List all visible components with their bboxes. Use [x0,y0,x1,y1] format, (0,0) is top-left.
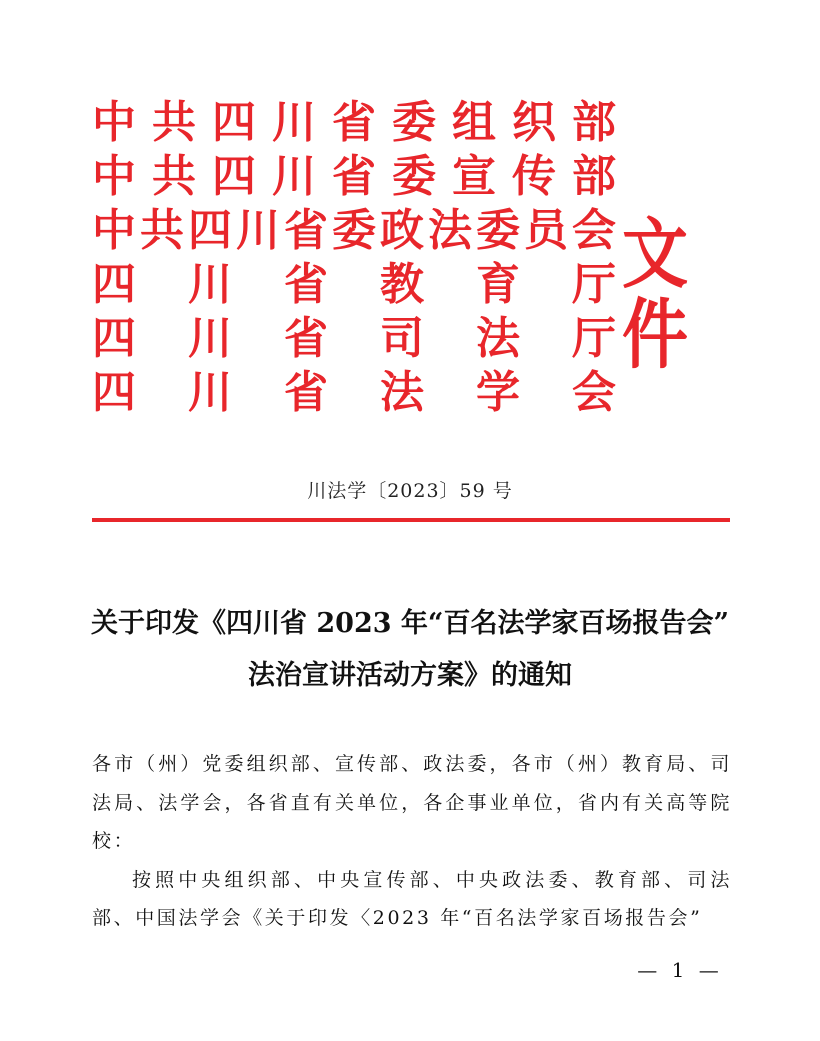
issuer-char: 部 [572,97,616,148]
issuer-char: 共 [140,205,184,256]
issuer-char: 宣 [452,151,496,202]
issuer-char: 法 [380,367,424,418]
issuer-char: 省 [332,151,376,202]
issuer-char: 中 [92,97,136,148]
issuer-char: 司 [380,313,424,364]
issuer-char: 四 [212,97,256,148]
issuer-line [92,96,616,150]
issuer-char: 四 [188,205,232,256]
document-mark: 文件 [622,209,686,380]
issuer-char: 委 [332,205,376,256]
issuer-row [92,96,616,150]
issuer-char: 法 [476,313,520,364]
red-divider [92,518,730,522]
recipients: 各市（州）党委组织部、宣传部、政法委，各市（州）教育局、司法局、法学会，各省直有关单位，各企事业单位，省内有关高等院校： [92,753,732,852]
issuer-char: 中 [92,205,136,256]
issuer-char: 织 [512,97,556,148]
issuer-char: 四 [92,313,136,364]
issuer-char: 省 [284,367,328,418]
issuer-line [92,258,616,312]
issuer-line [92,150,616,204]
issuer-row [92,258,616,312]
notice-title [60,598,760,702]
issuer-line [92,312,616,366]
issuer-char: 中 [92,151,136,202]
body-paragraph: 按照中央组织部、中央宣传部、中央政法委、教育部、司法部、中国法学会《关于印发〈2023 年“百名法学家百场报告会” [92,868,732,929]
issuer-char: 委 [392,151,436,202]
issuer-char: 法 [428,205,472,256]
issuer-char: 省 [332,97,376,148]
issuer-char: 会 [572,205,616,256]
issuer-line [92,366,616,420]
issuer-char: 组 [452,97,496,148]
issuer-char: 会 [572,367,616,418]
issuer-char: 教 [380,259,424,310]
issuer-char: 川 [188,259,232,310]
issuer-char: 传 [512,151,556,202]
document-number: 川法学〔2023〕59 号 [307,480,513,502]
issuer-char: 部 [572,151,616,202]
issuer-char: 政 [380,205,424,256]
notice-body [92,745,732,938]
issuer-char: 委 [476,205,520,256]
issuer-line [92,204,616,258]
issuer-char: 育 [476,259,520,310]
issuer-char: 川 [188,367,232,418]
page-number: — 1 — [637,958,723,982]
issuer-char: 川 [236,205,280,256]
issuer-char: 厅 [572,313,616,364]
title-line-1: 关于印发《四川省 2023 年“百名法学家百场报告会” [90,608,729,639]
issuer-char: 四 [92,367,136,418]
issuer-row [92,366,616,420]
issuer-char: 共 [152,151,196,202]
issuer-char: 四 [92,259,136,310]
issuer-char: 川 [272,151,316,202]
issuer-char: 厅 [572,259,616,310]
issuer-row [92,312,616,366]
issuer-char: 川 [188,313,232,364]
issuer-row [92,204,616,258]
issuer-char: 学 [476,367,520,418]
issuer-row [92,150,616,204]
issuer-char: 省 [284,313,328,364]
issuer-char: 委 [392,97,436,148]
title-line-2: 法治宣讲活动方案》的通知 [248,660,572,691]
issuer-char: 省 [284,205,328,256]
issuer-block [92,96,732,420]
issuer-char: 四 [212,151,256,202]
issuer-char: 共 [152,97,196,148]
issuer-char: 员 [524,205,568,256]
issuer-char: 川 [272,97,316,148]
issuer-char: 省 [284,259,328,310]
